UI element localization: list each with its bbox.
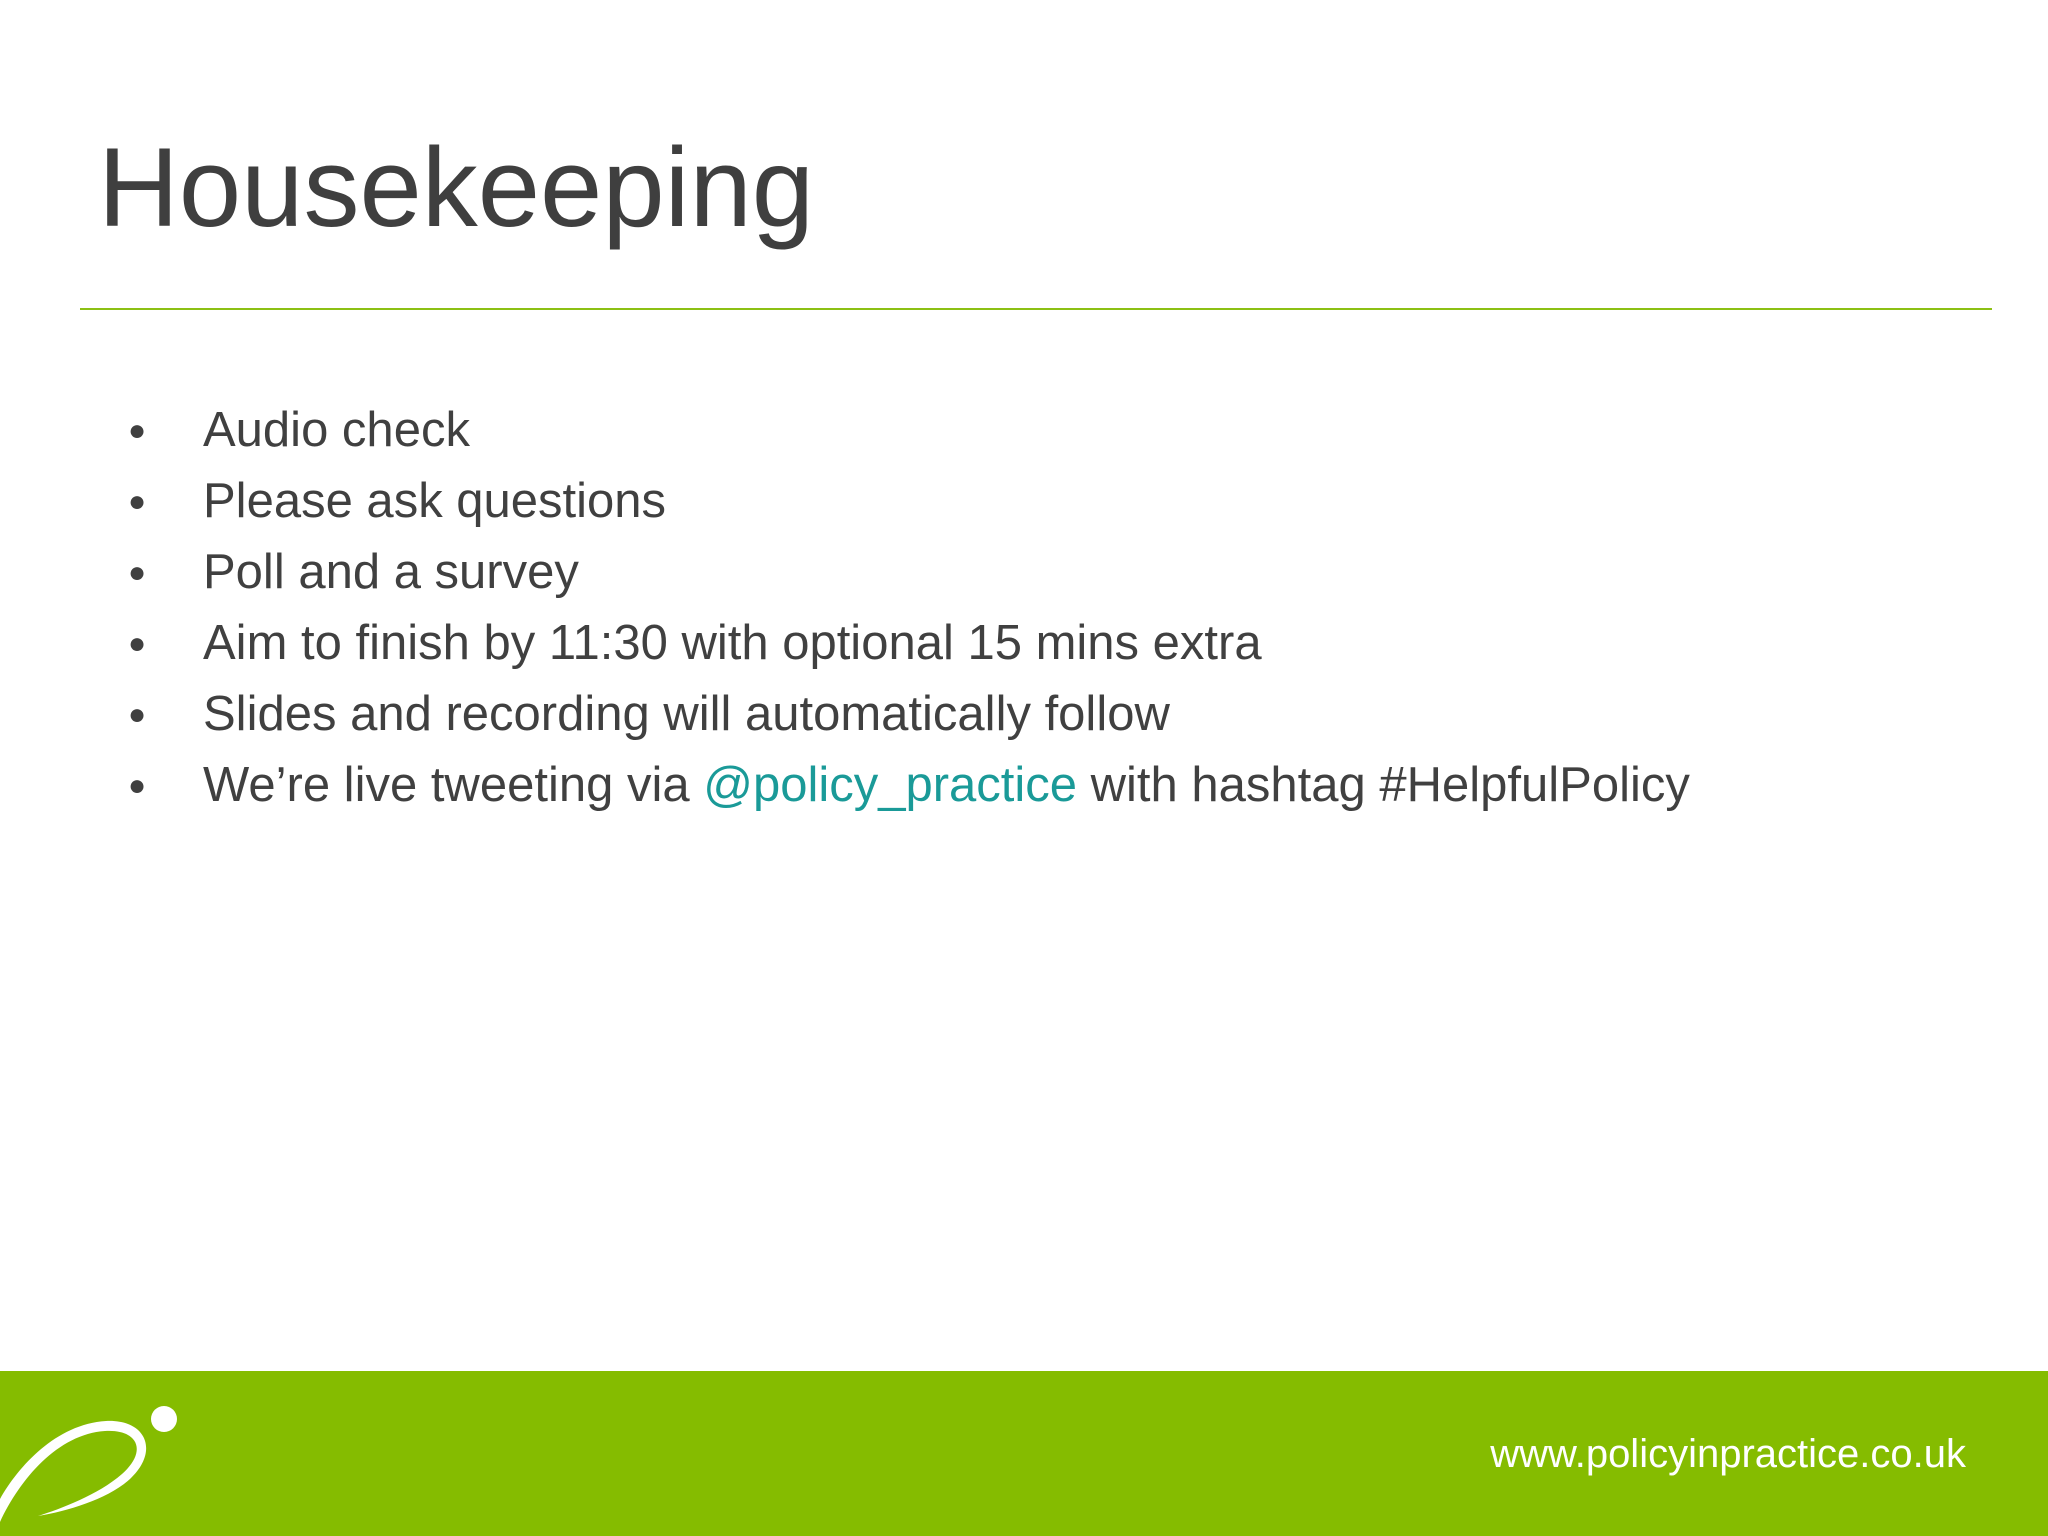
policy-in-practice-logo-icon: [0, 1391, 200, 1536]
bullet-icon: ●: [128, 627, 147, 660]
bullet-text: Aim to finish by 11:30 with optional 15 mins extra: [203, 616, 1262, 670]
tweet-suffix-text: with hashtag #HelpfulPolicy: [1077, 758, 1690, 812]
bullet-icon: ●: [128, 485, 147, 518]
bullet-text: Please ask questions: [203, 474, 667, 528]
bullet-text: Poll and a survey: [203, 545, 579, 599]
bullet-icon: ●: [128, 556, 147, 589]
bullet-text: [203, 750, 1690, 821]
bullet-text: Audio check: [203, 403, 470, 457]
twitter-handle-link[interactable]: @policy_practice: [703, 758, 1078, 812]
slide-title: Housekeeping: [98, 125, 815, 250]
footer-bar: [0, 1371, 2048, 1536]
footer-website-url[interactable]: www.policyinpractice.co.uk: [1490, 1432, 1966, 1476]
title-divider: [80, 308, 1992, 310]
bullet-icon: ●: [128, 698, 147, 731]
tweet-prefix-text: We’re live tweeting via: [203, 758, 704, 812]
bullet-icon: ●: [128, 414, 147, 447]
bullet-text: Slides and recording will automatically follow: [203, 687, 1170, 741]
bullet-icon: ●: [128, 769, 147, 802]
